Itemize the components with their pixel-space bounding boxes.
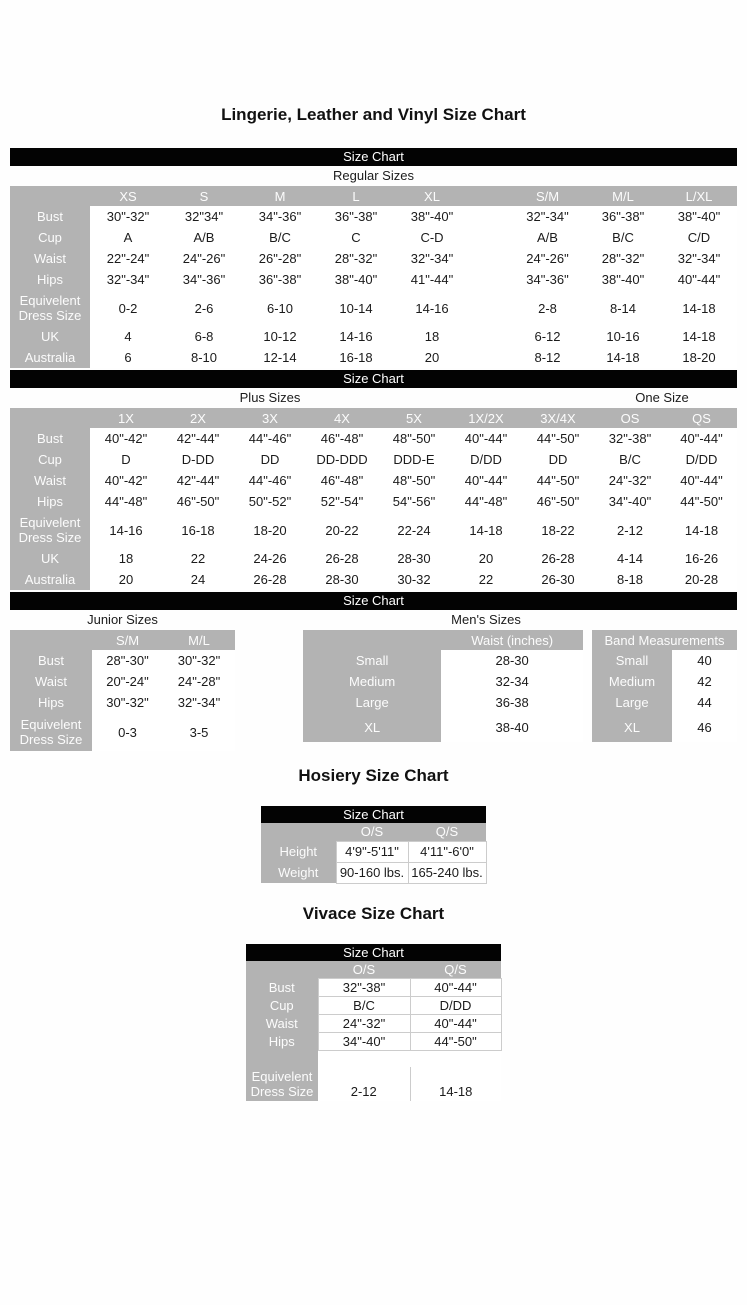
table-row	[10, 671, 235, 692]
cell: 24	[162, 569, 234, 590]
row-label: XL	[592, 713, 672, 742]
spacer	[470, 248, 510, 269]
cell: C-D	[394, 227, 470, 248]
cell: 16-18	[162, 512, 234, 548]
cell: 20	[450, 548, 522, 569]
column-header: L	[318, 186, 394, 206]
row-label: Waist	[10, 470, 90, 491]
page-title: Lingerie, Leather and Vinyl Size Chart	[221, 105, 526, 124]
column-header: Q/S	[408, 823, 486, 841]
corner-cell	[246, 961, 318, 979]
cell: 36"-38"	[318, 206, 394, 227]
cell: 20	[394, 347, 470, 368]
cell: 22-24	[378, 512, 450, 548]
table-row	[303, 671, 583, 692]
cell: 28"-30"	[92, 650, 163, 671]
spacer-row	[246, 1051, 501, 1067]
cell: 22"-24"	[90, 248, 166, 269]
size-chart-bar: Size Chart	[10, 592, 737, 610]
corner-cell	[10, 186, 90, 206]
cell: 34"-36"	[166, 269, 242, 290]
column-header: 1X	[90, 408, 162, 428]
cell: 4-14	[594, 548, 666, 569]
row-label: Equivelent Dress Size	[10, 512, 90, 548]
cell: 30"-32"	[90, 206, 166, 227]
regular-sizes-label: Regular Sizes	[333, 168, 414, 183]
cell: 52"-54"	[306, 491, 378, 512]
cell: 40	[672, 650, 737, 671]
cell: D/DD	[450, 449, 522, 470]
plus-sizes-table	[10, 408, 737, 590]
cell: DD-DDD	[306, 449, 378, 470]
row-label: Hips	[10, 269, 90, 290]
regular-sizes-section	[10, 148, 737, 368]
table-row	[10, 569, 737, 590]
cell: 28-30	[441, 650, 583, 671]
cell: 36"-38"	[242, 269, 318, 290]
mens-sizes-label: Men's Sizes	[451, 612, 521, 627]
cell: 38-40	[441, 713, 583, 742]
row-label: Hips	[10, 491, 90, 512]
table-row	[10, 713, 235, 751]
row-label: Medium	[303, 671, 441, 692]
cell: 4	[90, 326, 166, 347]
cell: 4'11"-6'0"	[408, 841, 486, 862]
cell: 34"-40"	[318, 1033, 410, 1051]
table-row	[592, 650, 737, 671]
cell: 40"-44"	[666, 470, 737, 491]
page	[0, 105, 747, 1101]
row-label: Equivelent Dress Size	[246, 1067, 318, 1101]
cell: 38"-40"	[585, 269, 661, 290]
table-row	[10, 269, 737, 290]
cell: 3-5	[163, 713, 235, 751]
cell: 46"-48"	[306, 428, 378, 449]
cell: D/DD	[410, 997, 501, 1015]
cell: 36"-38"	[585, 206, 661, 227]
table-row	[246, 1033, 501, 1051]
cell: 36-38	[441, 692, 583, 713]
cell: D-DD	[162, 449, 234, 470]
column-header: 1X/2X	[450, 408, 522, 428]
row-label: Cup	[246, 997, 318, 1015]
cell: 32"-34"	[163, 692, 235, 713]
cell: 28-30	[306, 569, 378, 590]
cell: 42"-44"	[162, 428, 234, 449]
row-label: Equivelent Dress Size	[10, 290, 90, 326]
cell: 20	[90, 569, 162, 590]
column-header: Waist (inches)	[441, 630, 583, 650]
cell: 40"-44"	[450, 428, 522, 449]
column-header-row	[10, 186, 737, 206]
cell: 22	[162, 548, 234, 569]
size-chart-bar: Size Chart	[261, 806, 486, 823]
cell: 44"-50"	[522, 428, 594, 449]
cell: 24"-32"	[594, 470, 666, 491]
cell: 14-18	[450, 512, 522, 548]
cell: A/B	[166, 227, 242, 248]
vivace-section	[246, 944, 501, 1101]
row-label: Bust	[246, 979, 318, 997]
row-label: Small	[303, 650, 441, 671]
table-row	[10, 650, 235, 671]
cell: 28-30	[378, 548, 450, 569]
one-size-label: One Size	[635, 390, 689, 405]
cell: 46"-48"	[306, 470, 378, 491]
cell: B/C	[318, 997, 410, 1015]
column-header: S	[166, 186, 242, 206]
cell: 26-28	[306, 548, 378, 569]
cell: 8-18	[594, 569, 666, 590]
cell: 40"-44"	[666, 428, 737, 449]
vivace-title: Vivace Size Chart	[302, 903, 445, 923]
column-header: 5X	[378, 408, 450, 428]
table-row	[10, 449, 737, 470]
cell: 165-240 lbs.	[408, 862, 486, 883]
cell: 42	[672, 671, 737, 692]
column-header-row	[10, 408, 737, 428]
spacer	[410, 1051, 501, 1067]
cell: 10-14	[318, 290, 394, 326]
table-row	[10, 512, 737, 548]
cell: 2-12	[318, 1067, 410, 1101]
column-header-row	[10, 630, 235, 650]
row-label: Waist	[10, 248, 90, 269]
column-header: M/L	[163, 630, 235, 650]
plus-sizes-label-row	[10, 388, 737, 408]
table-row	[10, 428, 737, 449]
table-row	[10, 227, 737, 248]
cell: 30"-32"	[92, 692, 163, 713]
cell: 26"-28"	[242, 248, 318, 269]
table-row	[10, 290, 737, 326]
cell: 32"34"	[166, 206, 242, 227]
cell: 14-18	[666, 512, 737, 548]
cell: 4'9"-5'11"	[336, 841, 408, 862]
cell: 16-18	[318, 347, 394, 368]
spacer	[470, 206, 510, 227]
row-label: Hips	[10, 692, 92, 713]
cell: 40"-44"	[450, 470, 522, 491]
size-chart-bar: Size Chart	[10, 370, 737, 388]
cell: 28"-32"	[585, 248, 661, 269]
cell: C	[318, 227, 394, 248]
row-label: Small	[592, 650, 672, 671]
cell: 44"-48"	[450, 491, 522, 512]
table-row	[246, 997, 501, 1015]
row-label: Bust	[10, 650, 92, 671]
cell: 30"-32"	[163, 650, 235, 671]
cell: 28"-32"	[318, 248, 394, 269]
cell: 26-30	[522, 569, 594, 590]
table-row	[10, 347, 737, 368]
column-header: 3X/4X	[522, 408, 594, 428]
row-label: UK	[10, 326, 90, 347]
column-header: M	[242, 186, 318, 206]
row-label: Bust	[10, 428, 90, 449]
table-row	[261, 841, 486, 862]
column-header-row	[261, 823, 486, 841]
cell: 18	[394, 326, 470, 347]
cell: 2-6	[166, 290, 242, 326]
corner-cell	[261, 823, 336, 841]
cell: 26-28	[522, 548, 594, 569]
row-label: Waist	[10, 671, 92, 692]
mens-waist-table	[303, 630, 583, 742]
column-header: 3X	[234, 408, 306, 428]
corner-cell	[10, 630, 92, 650]
cell: 34"-40"	[594, 491, 666, 512]
cell: 14-16	[90, 512, 162, 548]
row-label: Large	[303, 692, 441, 713]
cell: A/B	[510, 227, 585, 248]
row-label: Hips	[246, 1033, 318, 1051]
cell: 18-20	[661, 347, 737, 368]
size-chart-bar: Size Chart	[246, 944, 501, 961]
junior-mens-section	[10, 592, 737, 751]
column-header: L/XL	[661, 186, 737, 206]
cell: 90-160 lbs.	[336, 862, 408, 883]
cell: 6-12	[510, 326, 585, 347]
cell: 32"-34"	[661, 248, 737, 269]
regular-sizes-table	[10, 186, 737, 368]
spacer	[246, 1051, 318, 1067]
table-row	[592, 713, 737, 742]
table-row	[246, 1015, 501, 1033]
column-header: Q/S	[410, 961, 501, 979]
cell: 24"-26"	[166, 248, 242, 269]
row-label: Bust	[10, 206, 90, 227]
table-row	[303, 713, 583, 742]
cell: 38"-40"	[661, 206, 737, 227]
cell: 32"-38"	[318, 979, 410, 997]
column-header-row	[246, 961, 501, 979]
cell: 6	[90, 347, 166, 368]
corner-cell	[10, 408, 90, 428]
junior-sizes-table	[10, 630, 235, 751]
cell: 41"-44"	[394, 269, 470, 290]
cell: 20-28	[666, 569, 737, 590]
cell: D/DD	[666, 449, 737, 470]
cell: 2-12	[594, 512, 666, 548]
cell: 34"-36"	[242, 206, 318, 227]
cell: 44"-48"	[90, 491, 162, 512]
cell: 34"-36"	[510, 269, 585, 290]
cell: 32"-34"	[394, 248, 470, 269]
column-header-row	[592, 630, 737, 650]
column-header: 4X	[306, 408, 378, 428]
row-label: Large	[592, 692, 672, 713]
cell: 20"-24"	[92, 671, 163, 692]
column-header: OS	[594, 408, 666, 428]
table-row	[10, 470, 737, 491]
spacer	[470, 347, 510, 368]
table-row	[246, 979, 501, 997]
column-header: S/M	[510, 186, 585, 206]
row-label: Equivelent Dress Size	[10, 713, 92, 751]
column-header: 2X	[162, 408, 234, 428]
row-label: Australia	[10, 347, 90, 368]
cell: 2-8	[510, 290, 585, 326]
table-row	[10, 326, 737, 347]
cell: 8-10	[166, 347, 242, 368]
cell: 18	[90, 548, 162, 569]
cell: 24"-28"	[163, 671, 235, 692]
cell: C/D	[661, 227, 737, 248]
cell: B/C	[585, 227, 661, 248]
cell: DDD-E	[378, 449, 450, 470]
column-header: M/L	[585, 186, 661, 206]
cell: A	[90, 227, 166, 248]
column-header: O/S	[318, 961, 410, 979]
cell: 24"-32"	[318, 1015, 410, 1033]
row-label: Height	[261, 841, 336, 862]
table-row	[10, 206, 737, 227]
corner-cell	[303, 630, 441, 650]
table-row	[10, 248, 737, 269]
row-label: Weight	[261, 862, 336, 883]
cell: 48"-50"	[378, 428, 450, 449]
cell: 18-22	[522, 512, 594, 548]
cell: 0-3	[92, 713, 163, 751]
table-row	[10, 692, 235, 713]
row-label: Cup	[10, 227, 90, 248]
cell: 10-12	[242, 326, 318, 347]
cell: 14-18	[661, 326, 737, 347]
cell: D	[90, 449, 162, 470]
column-header: O/S	[336, 823, 408, 841]
table-row	[303, 692, 583, 713]
table-row	[10, 548, 737, 569]
hosiery-section	[261, 806, 486, 884]
spacer	[470, 227, 510, 248]
cell: 16-26	[666, 548, 737, 569]
cell: B/C	[242, 227, 318, 248]
cell: 46"-50"	[522, 491, 594, 512]
row-label: UK	[10, 548, 90, 569]
cell: DD	[522, 449, 594, 470]
header-spacer	[470, 186, 510, 206]
cell: 0-2	[90, 290, 166, 326]
cell: 22	[450, 569, 522, 590]
column-header: S/M	[92, 630, 163, 650]
cell: 32-34	[441, 671, 583, 692]
cell: 44"-46"	[234, 470, 306, 491]
table-row	[592, 671, 737, 692]
table-row	[303, 650, 583, 671]
cell: 14-18	[410, 1067, 501, 1101]
table-row	[592, 692, 737, 713]
hosiery-title: Hosiery Size Chart	[298, 766, 449, 785]
column-header: XS	[90, 186, 166, 206]
cell: 40"-42"	[90, 470, 162, 491]
column-header: QS	[666, 408, 737, 428]
cell: 10-16	[585, 326, 661, 347]
column-header-row	[303, 630, 583, 650]
column-header: Band Measurements	[592, 630, 737, 650]
cell: 32"-34"	[510, 206, 585, 227]
cell: 14-18	[585, 347, 661, 368]
cell: 38"-40"	[394, 206, 470, 227]
cell: 6-10	[242, 290, 318, 326]
vivace-table	[246, 961, 502, 1101]
cell: 20-22	[306, 512, 378, 548]
row-label: Australia	[10, 569, 90, 590]
cell: 46	[672, 713, 737, 742]
cell: 44"-50"	[522, 470, 594, 491]
plus-sizes-label: Plus Sizes	[239, 390, 301, 405]
cell: 18-20	[234, 512, 306, 548]
size-chart-bar: Size Chart	[10, 148, 737, 166]
spacer	[318, 1051, 410, 1067]
cell: B/C	[594, 449, 666, 470]
cell: 40"-44"	[661, 269, 737, 290]
cell: 12-14	[242, 347, 318, 368]
cell: 6-8	[166, 326, 242, 347]
spacer	[470, 269, 510, 290]
cell: 32"-34"	[90, 269, 166, 290]
spacer	[470, 326, 510, 347]
row-label: Waist	[246, 1015, 318, 1033]
mens-band-table	[592, 630, 737, 742]
cell: 8-14	[585, 290, 661, 326]
cell: 24"-26"	[510, 248, 585, 269]
plus-sizes-section	[10, 370, 737, 590]
cell: DD	[234, 449, 306, 470]
spacer	[470, 290, 510, 326]
cell: 14-16	[394, 290, 470, 326]
cell: 14-16	[318, 326, 394, 347]
cell: 26-28	[234, 569, 306, 590]
cell: 14-18	[661, 290, 737, 326]
hosiery-table	[261, 823, 487, 884]
table-row	[10, 491, 737, 512]
cell: 30-32	[378, 569, 450, 590]
table-row	[246, 1067, 501, 1101]
cell: 42"-44"	[162, 470, 234, 491]
row-label: XL	[303, 713, 441, 742]
junior-sizes-label: Junior Sizes	[87, 612, 158, 627]
column-header: XL	[394, 186, 470, 206]
cell: 44"-46"	[234, 428, 306, 449]
cell: 40"-42"	[90, 428, 162, 449]
row-label: Cup	[10, 449, 90, 470]
cell: 40"-44"	[410, 1015, 501, 1033]
row-label: Medium	[592, 671, 672, 692]
cell: 50"-52"	[234, 491, 306, 512]
cell: 24-26	[234, 548, 306, 569]
cell: 44"-50"	[666, 491, 737, 512]
cell: 32"-38"	[594, 428, 666, 449]
cell: 48"-50"	[378, 470, 450, 491]
table-row	[261, 862, 486, 883]
cell: 44"-50"	[410, 1033, 501, 1051]
cell: 38"-40"	[318, 269, 394, 290]
cell: 46"-50"	[162, 491, 234, 512]
cell: 44	[672, 692, 737, 713]
cell: 40"-44"	[410, 979, 501, 997]
cell: 54"-56"	[378, 491, 450, 512]
cell: 8-12	[510, 347, 585, 368]
